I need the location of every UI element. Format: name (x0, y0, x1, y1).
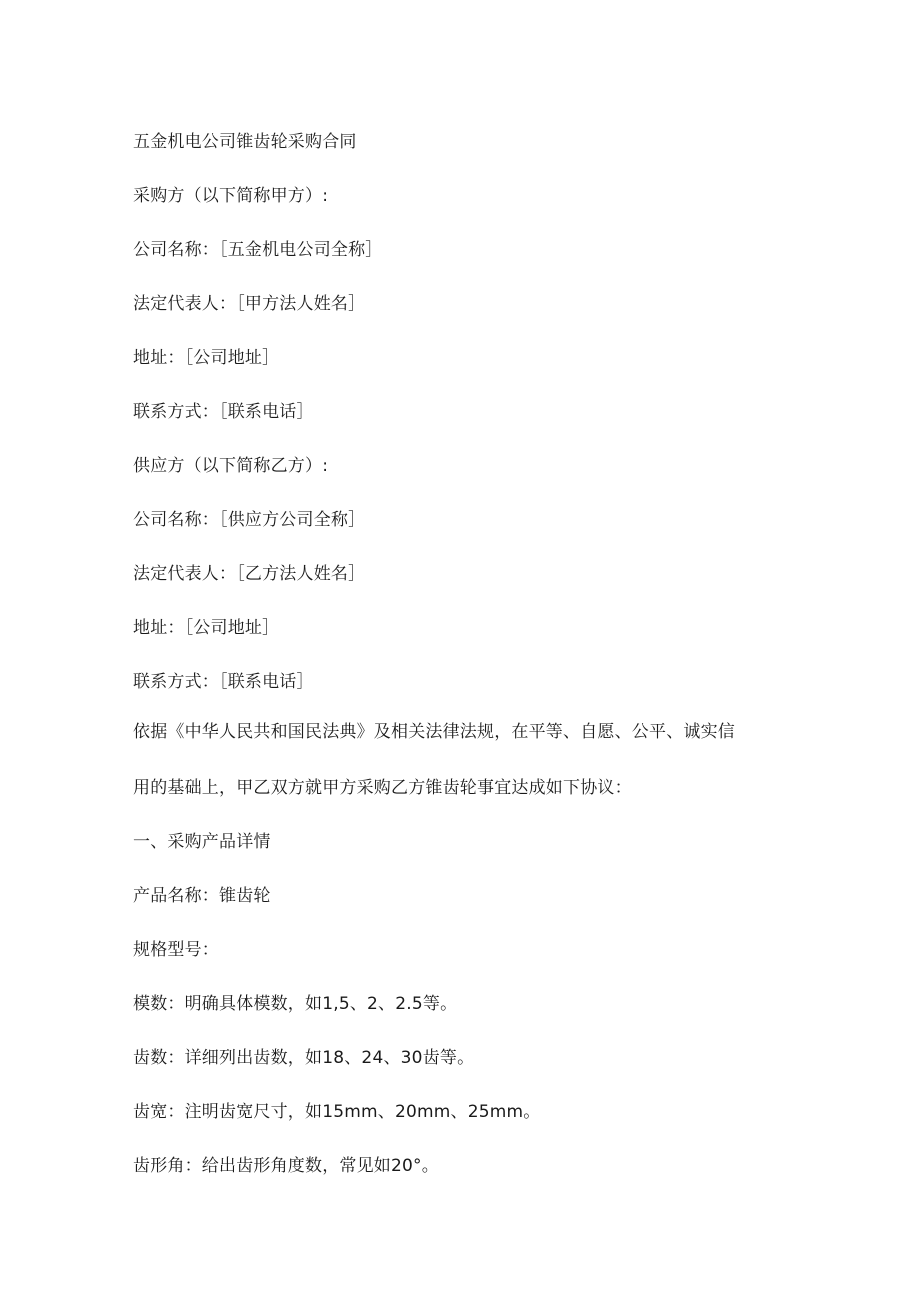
preamble-line-1: 依据《中华人民共和国民法典》及相关法律法规，在平等、自愿、公平、诚实信 (133, 722, 735, 742)
section-1-heading: 一、采购产品详情 (133, 832, 271, 852)
supplier-contact: 联系方式：［联系电话］ (133, 672, 314, 692)
buyer-address: 地址：［公司地址］ (133, 348, 280, 368)
product-name: 产品名称：锥齿轮 (133, 886, 271, 906)
buyer-contact: 联系方式：［联系电话］ (133, 402, 314, 422)
buyer-legal-representative: 法定代表人：［甲方法人姓名］ (133, 294, 366, 314)
supplier-company-name: 公司名称：［供应方公司全称］ (133, 510, 366, 530)
spec-module: 模数：明确具体模数，如1,5、2、2.5等。 (133, 994, 458, 1014)
supplier-legal-representative: 法定代表人：［乙方法人姓名］ (133, 564, 366, 584)
buyer-heading: 采购方（以下简称甲方）: (133, 186, 329, 206)
buyer-company-name: 公司名称：［五金机电公司全称］ (133, 240, 383, 260)
spec-heading: 规格型号： (133, 940, 219, 960)
supplier-address: 地址：［公司地址］ (133, 618, 280, 638)
spec-tooth-angle: 齿形角：给出齿形角度数，常见如20°。 (133, 1156, 439, 1176)
spec-teeth-count: 齿数：详细列出齿数，如18、24、30齿等。 (133, 1048, 475, 1068)
document-title: 五金机电公司锥齿轮采购合同 (133, 132, 357, 152)
spec-tooth-width: 齿宽：注明齿宽尺寸，如15mm、20mm、25mm。 (133, 1102, 541, 1122)
preamble-line-2: 用的基础上，甲乙双方就甲方采购乙方锥齿轮事宜达成如下协议： (133, 778, 632, 798)
supplier-heading: 供应方（以下简称乙方）: (133, 456, 329, 476)
